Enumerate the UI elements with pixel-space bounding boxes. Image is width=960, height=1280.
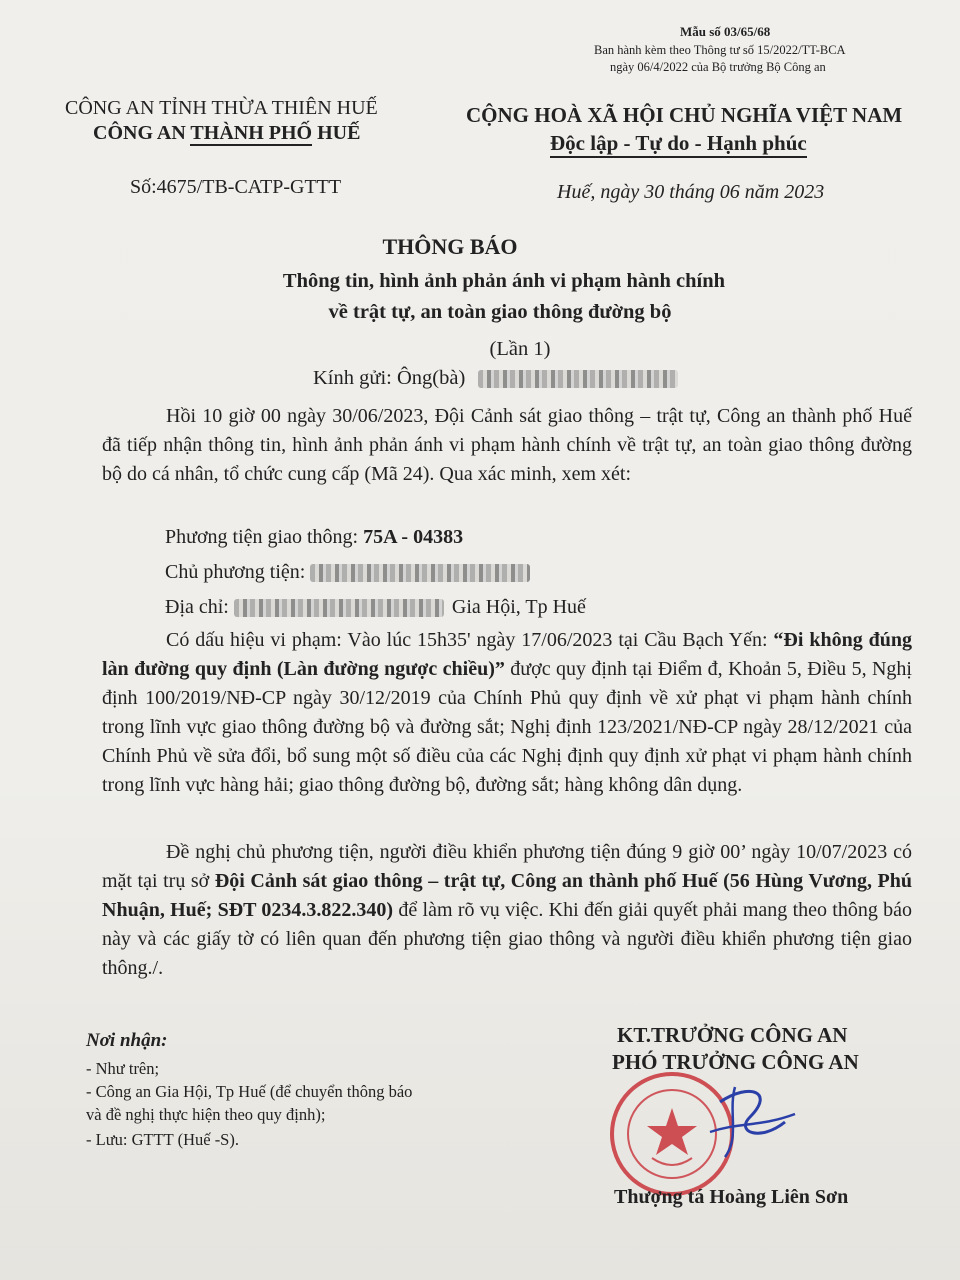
owner-line [165,561,530,584]
address-line [165,596,586,619]
redacted-owner [310,564,530,582]
paragraph-intro: Hồi 10 giờ 00 ngày 30/06/2023, Đội Cảnh sát giao thông – trật tự, Công an thành phố Huế đã tiếp nhận thông tin, hình ảnh phản ánh vi phạm hành chính về trật tự, an toàn giao thông đường bộ do cá nhân, tổ chức cung cấp (Mã 24). Qua xác minh, xem xét: [102,405,912,485]
recipient-item: - Như trên; [86,1059,160,1078]
address-tail: Gia Hội, Tp Huế [451,596,586,618]
org-name-underlined: THÀNH PHỐ [190,122,313,144]
doc-title: THÔNG BÁO [382,234,518,259]
request-location: Đội Cảnh sát giao thông – trật tự, Công an thành phố Huế (56 Hùng Vương, Phú Nhuận, Huế; SĐT 0234.3.822.340) [102,870,912,921]
violation-text-a: Có dấu hiệu vi phạm: Vào lúc 15h35' ngày 17/06/2023 tại Cầu Bạch Yến: [166,629,774,651]
signatory-name: Thượng tá Hoàng Liên Sơn [614,1186,849,1208]
vehicle-plate: 75A - 04383 [363,526,464,548]
request-text-a: Đề nghị chủ phương tiện, người điều khiển phương tiện đúng 9 giờ 00’ ngày 10/07/2023 có mặt tại trụ sở [102,841,912,892]
org-name-post: HUẾ [312,122,361,144]
addressee-label: Kính gửi: Ông(bà) [313,367,466,389]
owner-label: Chủ phương tiện: [165,561,311,583]
form-number: Mẫu số 03/65/68 [680,24,771,39]
violation-name: “Đi không đúng làn đường quy định (Làn đường ngược chiều)” [102,629,912,680]
recipient-item: - Lưu: GTTT (Huế -S). [86,1130,239,1149]
addressee [313,367,678,390]
doc-subtitle-2: về trật tự, an toàn giao thông đường bộ [328,301,672,323]
request-text-b: để làm rõ vụ việc. Khi đến giải quyết phải mang theo thông báo này và các giấy tờ có liên quan đến phương tiện giao thông và người điều khiển phương tiện giao thông./. [102,899,913,979]
org-name [93,122,360,145]
signatory-title-2: PHÓ TRƯỞNG CÔNG AN [612,1050,859,1074]
paragraph-request [102,838,912,983]
signatory-title-1: KT.TRƯỞNG CÔNG AN [617,1023,848,1047]
violation-text-b: được quy định tại Điểm đ, Khoản 5, Điều 5, Nghị định 100/2019/NĐ-CP ngày 30/12/2019 của Chính Phủ quy định về xử phạt vi phạm hành chính trong lĩnh vực giao thông đường bộ và đường sắt; Nghị định 123/2021/NĐ-CP ngày 28/12/2021 của Chính Phủ về sửa đổi, bổ sung một số điều của các Nghị định quy định xử phạt vi phạm hành chính trong lĩnh vực hàng hải; giao thông đường bộ, đường sắt; hàng không dân dụng. [102,658,912,796]
document-number: Số:4675/TB-CATP-GTTT [130,176,342,198]
form-issued-line2: ngày 06/4/2022 của Bộ trưởng Bộ Công an [610,60,826,74]
recipient-item: và đề nghị thực hiện theo quy định); [86,1105,326,1124]
vehicle-label: Phương tiện giao thông: [165,526,364,548]
recipient-item: - Công an Gia Hội, Tp Huế (để chuyển thông báo [86,1082,413,1101]
notice-count: (Lần 1) [489,338,551,360]
org-name-pre: CÔNG AN [93,122,191,144]
national-motto: Độc lập - Tự do - Hạnh phúc [550,131,807,158]
redacted-address [234,599,444,617]
country-name: CỘNG HOÀ XÃ HỘI CHỦ NGHĨA VIỆT NAM [466,103,903,127]
place-date: Huế, ngày 30 tháng 06 năm 2023 [557,181,825,203]
doc-subtitle-1: Thông tin, hình ảnh phản ánh vi phạm hành chính [282,270,726,292]
form-issued-line1: Ban hành kèm theo Thông tư số 15/2022/TT-BCA [594,43,846,57]
vehicle-line [165,526,463,549]
paragraph-violation [102,626,912,800]
org-parent: CÔNG AN TỈNH THỪA THIÊN HUẾ [65,97,378,119]
recipients-heading: Nơi nhận: [86,1030,168,1051]
address-label: Địa chỉ: [165,596,234,618]
redacted-name [478,370,678,388]
